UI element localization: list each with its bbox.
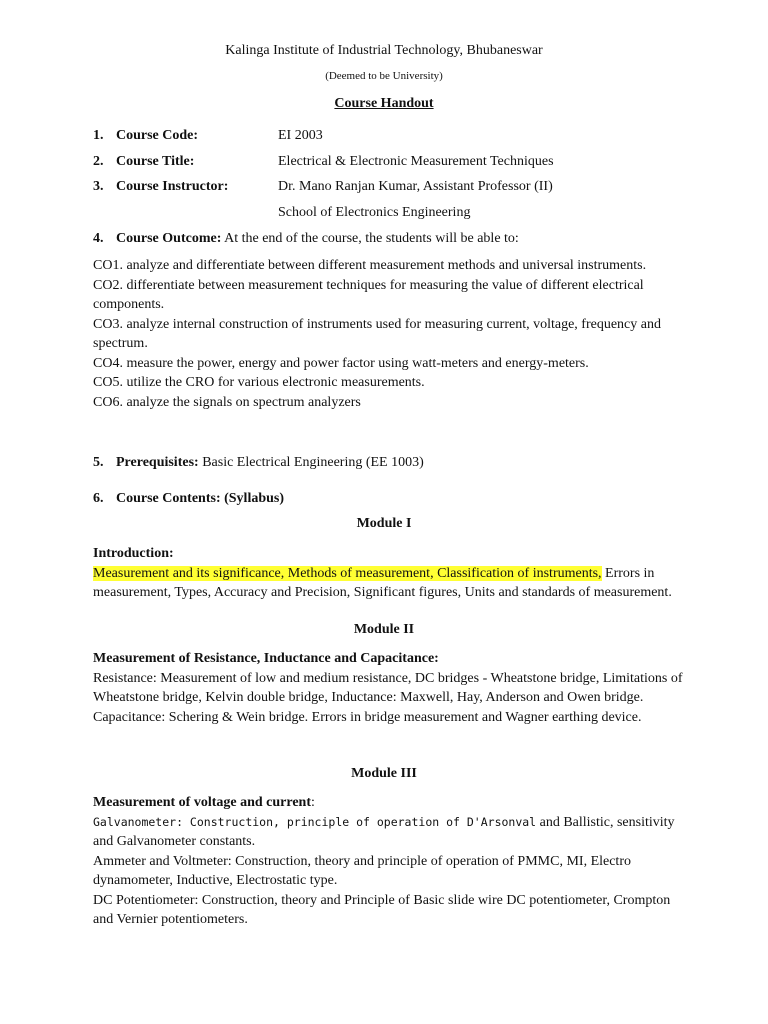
- resistance-text: Resistance: Measurement of low and medium resistance, DC bridges - Wheatstone bridge, Limitations of Wheatstone bridge, Kelvin double bridge, Inductance: Maxwell, Hay, Anderson and Owen bridge.: [93, 670, 683, 705]
- potentiometer-text: DC Potentiometer: Construction, theory and Principle of Basic slide wire DC potentiometer, Crompton and Vernier potentiometers.: [93, 892, 671, 927]
- list-item: CO1. analyze and differentiate between different measurement methods and universal instruments.: [93, 258, 647, 273]
- list-item: CO5. utilize the CRO for various electronic measurements.: [93, 375, 425, 390]
- module-1-text: Measurement and its significance, Methods of measurement, Classification of instruments, Errors in measurement, Types, Accuracy and Precision, Significant figures, Units and standards of measurement.: [93, 565, 672, 600]
- course-title-value: Electrical & Electronic Measurement Techniques: [278, 154, 554, 169]
- module-3-body: [93, 793, 693, 930]
- ammeter-text: Ammeter and Voltmeter: Construction, theory and principle of operation of PMMC, MI, Electro dynamometer, Inductive, Electrostatic type.: [93, 853, 631, 888]
- module-3-title: Module III: [351, 766, 417, 781]
- field-label: 1. Course Code:: [93, 128, 199, 143]
- course-outcome-heading: 4. Course Outcome: At the end of the course, the students will be able to:: [93, 231, 519, 246]
- module-1-heading: Introduction:: [93, 546, 174, 561]
- module-1-title: Module I: [356, 516, 412, 531]
- module-2-heading: Measurement of Resistance, Inductance and Capacitance:: [93, 651, 439, 666]
- list-item: CO2. differentiate between measurement techniques for measuring the value of different electrical components.: [93, 277, 644, 312]
- prerequisites: 5. Prerequisites: Basic Electrical Engineering (EE 1003): [93, 455, 424, 470]
- module-1-body: [93, 544, 693, 603]
- galvanometer-text: Galvanometer: Construction, principle of operation of D'Arsonval and Ballistic, sensitivity and Galvanometer constants.: [93, 814, 675, 849]
- course-code-value: EI 2003: [278, 128, 323, 143]
- field-label: 2. Course Title:: [93, 154, 195, 169]
- course-outcome-list: [93, 256, 693, 412]
- highlighted-text: Measurement and its significance, Methods of measurement, Classification of instruments,: [93, 565, 602, 581]
- list-item: CO6. analyze the signals on spectrum analyzers: [93, 394, 361, 410]
- deemed-university: (Deemed to be University): [325, 70, 443, 82]
- module-3-heading: Measurement of voltage and current:: [93, 795, 315, 810]
- document-title: Course Handout: [334, 96, 434, 111]
- list-item: CO4. measure the power, energy and power factor using watt-meters and energy-meters.: [93, 355, 589, 371]
- field-label: 3. Course Instructor:: [93, 179, 229, 194]
- course-instructor-value: Dr. Mano Ranjan Kumar, Assistant Professor (II): [278, 179, 553, 194]
- module-2-title: Module II: [353, 622, 415, 637]
- instructor-school: School of Electronics Engineering: [278, 205, 471, 220]
- capacitance-text: Capacitance: Schering & Wein bridge. Errors in bridge measurement and Wagner earthing device.: [93, 709, 642, 725]
- list-item: CO3. analyze internal construction of instruments used for measuring current, voltage, frequency and spectrum.: [93, 316, 661, 351]
- module-2-body: [93, 649, 693, 727]
- institute-name: Kalinga Institute of Industrial Technology, Bhubaneswar: [225, 43, 543, 58]
- course-contents-heading: 6. Course Contents: (Syllabus): [93, 491, 285, 506]
